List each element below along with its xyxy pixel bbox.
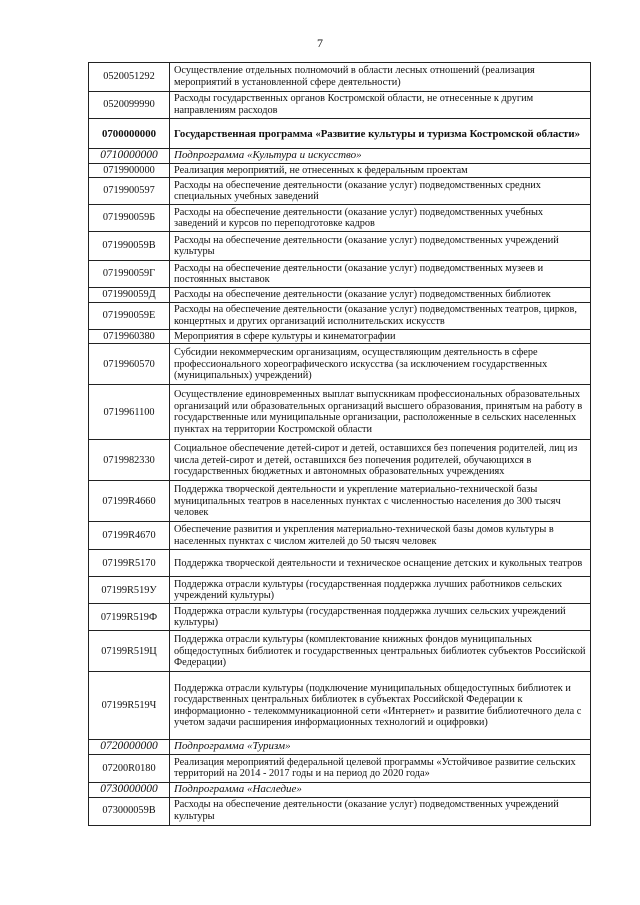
table-row	[89, 797, 591, 825]
page-number: 7	[317, 36, 323, 50]
expense-description: Поддержка отрасли культуры (подключение муниципальных общедоступных библиотек и государственных центральных библиотек в субъектах Российской Федерации к информационно - телекоммуникационной сети «Интернет» и развитие библиотечного дела с учетом задачи расширения информационных технологий и оцифровки)	[170, 672, 591, 740]
expense-description: Обеспечение развития и укрепления материально-технической базы домов культуры в населенных пунктах с числом жителей до 50 тысяч человек	[170, 522, 591, 550]
table-row	[89, 261, 591, 288]
classification-code: 0719960570	[89, 344, 170, 385]
expense-description: Реализация мероприятий, не отнесенных к федеральным проектам	[170, 163, 591, 178]
classification-code: 071990059Д	[89, 288, 170, 303]
table-row	[89, 440, 591, 481]
classification-code: 07199R519У	[89, 577, 170, 604]
table-row	[89, 631, 591, 672]
table-row	[89, 344, 591, 385]
expense-description: Поддержка творческой деятельности и укрепление материально-технической базы муниципальных театров в населенных пунктах с численностью населения до 300 тысяч человек	[170, 481, 591, 522]
classification-code: 0719982330	[89, 440, 170, 481]
classification-code: 07199R4670	[89, 522, 170, 550]
expense-description: Расходы государственных органов Костромской области, не отнесенные к другим направлениям расходов	[170, 92, 591, 119]
table-row	[89, 522, 591, 550]
classification-code: 073000059В	[89, 797, 170, 825]
classification-code: 07199R519Ц	[89, 631, 170, 672]
classification-code: 071990059Б	[89, 205, 170, 232]
expense-description: Осуществление единовременных выплат выпускникам профессиональных образовательных организаций или образовательных организаций высшего образования, принятым на работу в государственные или муниципальные организации, расположенные в сельских населенных пунктах на территории Костромской области	[170, 385, 591, 440]
table-body	[89, 63, 591, 826]
expense-description: Социальное обеспечение детей-сирот и детей, оставшихся без попечения родителей, лиц из числа детей-сирот и детей, оставшихся без попечения родителей, обучающихся в государственных бюджетных и автономных образовательных учреждениях	[170, 440, 591, 481]
budget-code-table	[88, 62, 591, 826]
classification-code: 071990059В	[89, 232, 170, 261]
table-row	[89, 672, 591, 740]
expense-description: Расходы на обеспечение деятельности (оказание услуг) подведомственных музеев и постоянных выставок	[170, 261, 591, 288]
table-row	[89, 205, 591, 232]
classification-code: 0719960380	[89, 329, 170, 344]
classification-code: 0520099990	[89, 92, 170, 119]
classification-code: 0710000000	[89, 149, 170, 164]
table-row	[89, 740, 591, 755]
table-row	[89, 119, 591, 149]
expense-description: Расходы на обеспечение деятельности (оказание услуг) подведомственных учреждений культуры	[170, 232, 591, 261]
table-row	[89, 63, 591, 92]
table-row	[89, 178, 591, 205]
expense-description: Подпрограмма «Туризм»	[170, 740, 591, 755]
expense-description: Поддержка отрасли культуры (комплектование книжных фондов муниципальных общедоступных библиотек и государственных центральных библиотек субъектов Российской Федерации)	[170, 631, 591, 672]
classification-code: 071990059Е	[89, 302, 170, 329]
table-row	[89, 754, 591, 782]
classification-code: 0719900000	[89, 163, 170, 178]
table-row	[89, 329, 591, 344]
classification-code: 0700000000	[89, 119, 170, 149]
table-row	[89, 288, 591, 303]
expense-description: Подпрограмма «Наследие»	[170, 782, 591, 797]
expense-description: Расходы на обеспечение деятельности (оказание услуг) подведомственных учреждений культуры	[170, 797, 591, 825]
classification-code: 0720000000	[89, 740, 170, 755]
expense-description: Мероприятия в сфере культуры и кинематографии	[170, 329, 591, 344]
expense-description: Реализация мероприятий федеральной целевой программы «Устойчивое развитие сельских территорий на 2014 - 2017 годы и на период до 2020 года»	[170, 754, 591, 782]
classification-code: 07199R4660	[89, 481, 170, 522]
classification-code: 07200R0180	[89, 754, 170, 782]
table-row	[89, 550, 591, 577]
classification-code: 0719900597	[89, 178, 170, 205]
table-row	[89, 577, 591, 604]
expense-description: Расходы на обеспечение деятельности (оказание услуг) подведомственных средних специальных учебных заведений	[170, 178, 591, 205]
expense-description: Расходы на обеспечение деятельности (оказание услуг) подведомственных театров, цирков, концертных и других организаций исполнительских искусств	[170, 302, 591, 329]
table-row	[89, 163, 591, 178]
table-row	[89, 481, 591, 522]
table-row	[89, 149, 591, 164]
classification-code: 0730000000	[89, 782, 170, 797]
table-row	[89, 782, 591, 797]
table-row	[89, 604, 591, 631]
expense-description: Государственная программа «Развитие культуры и туризма Костромской области»	[170, 119, 591, 149]
expense-description: Субсидии некоммерческим организациям, осуществляющим деятельность в сфере профессионального хореографического искусства (за исключением государственных (муниципальных) учреждений)	[170, 344, 591, 385]
expense-description: Поддержка отрасли культуры (государственная поддержка лучших работников сельских учреждений культуры)	[170, 577, 591, 604]
expense-description: Осуществление отдельных полномочий в области лесных отношений (реализация мероприятий в установленной сфере деятельности)	[170, 63, 591, 92]
table-row	[89, 232, 591, 261]
classification-code: 07199R519Ф	[89, 604, 170, 631]
classification-code: 071990059Г	[89, 261, 170, 288]
classification-code: 0520051292	[89, 63, 170, 92]
classification-code: 07199R519Ч	[89, 672, 170, 740]
table-row	[89, 302, 591, 329]
table-row	[89, 92, 591, 119]
expense-description: Поддержка отрасли культуры (государственная поддержка лучших сельских учреждений культуры)	[170, 604, 591, 631]
classification-code: 0719961100	[89, 385, 170, 440]
table-row	[89, 385, 591, 440]
expense-description: Расходы на обеспечение деятельности (оказание услуг) подведомственных библиотек	[170, 288, 591, 303]
expense-description: Подпрограмма «Культура и искусство»	[170, 149, 591, 164]
expense-description: Поддержка творческой деятельности и техническое оснащение детских и кукольных театров	[170, 550, 591, 577]
classification-code: 07199R5170	[89, 550, 170, 577]
expense-description: Расходы на обеспечение деятельности (оказание услуг) подведомственных учебных заведений и курсов по переподготовке кадров	[170, 205, 591, 232]
